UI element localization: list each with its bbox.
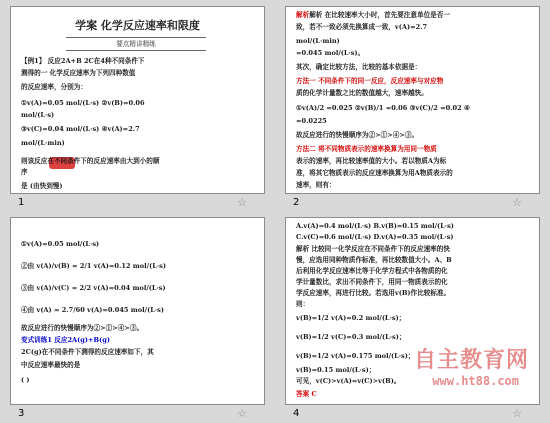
slide-4-line: 慢，应选用同种物质作标准，再比较数值大小。A、B	[296, 256, 452, 264]
site-url-watermark: www.ht88.com	[432, 374, 519, 388]
analysis-label: 解析	[296, 11, 310, 19]
slide-4-line: v(B)=1/2 v(A)=0.2 mol/(L·s)；	[296, 314, 406, 322]
slide-1-line: ③v(C)=0.04 mol/(L·s) ④v(A)=2.7	[21, 125, 140, 133]
slide-4-line: 则：	[296, 300, 310, 308]
slide-2-line: 方法二 将不同物质表示的速率换算为用同一物质	[296, 145, 437, 153]
slide-4-line: 后利用化学反应速率比等于化学方程式中各物质的化	[296, 267, 448, 275]
slide-4-line: 学反应速率，再进行比较。若选用v(B)作比较标准。	[296, 289, 451, 297]
star-icon[interactable]: ☆	[512, 196, 522, 209]
slide-2-line: 表示的速率，再比较速率值的大小。若以物质A为标	[296, 157, 447, 165]
slide-panel-2[interactable]	[275, 0, 550, 211]
slide-2-line: 其次，确定比较方法，比较的基本依据是：	[296, 63, 422, 71]
slide-4-line: 可见，v(C)>v(A)=v(C)>v(B)。	[296, 377, 401, 385]
answer-line: 答案 C	[296, 390, 317, 398]
slide-3-line: ②由 v(A)/v(B) = 2/1 v(A)=0.12 mol/(L·s)	[21, 262, 166, 270]
slide-number: 2	[293, 197, 300, 208]
slide-1-title: 学案 化学反应速率和限度	[75, 19, 200, 32]
slide-number: 1	[18, 197, 25, 208]
slide-2-line: 故反应进行的快慢顺序为②>①>④>③。	[296, 131, 419, 139]
slide-2-line: mol/(L·min)	[296, 37, 340, 45]
slide-3-line: 故反应进行的快慢顺序为②>①>④>③。	[21, 324, 144, 332]
slide-4-line: v(B)=0.15 mol/(L·s)；	[296, 366, 376, 374]
slide-1-line: 序	[21, 168, 28, 176]
slide-3-line: ①v(A)=0.05 mol/(L·s)	[21, 240, 100, 248]
slide-1-line: ①v(A)=0.05 mol/(L·s) ②v(B)=0.06	[21, 99, 145, 107]
slide-1-line: 测得的一 化学反应速率为下列四种数值	[21, 69, 136, 77]
slide-3-line: 2C(g)在不同条件下测得的反应速率如下，其	[21, 348, 154, 356]
star-icon[interactable]: ☆	[512, 407, 522, 420]
slide-1-line: mol/(L·min)	[21, 139, 65, 147]
slide-number: 4	[293, 408, 300, 419]
slide-3-canvas	[10, 217, 265, 405]
slide-2-line-text: 解析 在比较速率大小时，首先要注意单位是否一	[309, 11, 450, 19]
slide-2-line: =0.0225	[296, 117, 327, 125]
slide-4-canvas	[285, 217, 540, 405]
slide-panel-1[interactable]	[0, 0, 275, 211]
slide-2-line: 准，将其它物质表示的反应速率换算为用A物质表示的	[296, 169, 453, 177]
slide-panel-4[interactable]	[275, 211, 550, 422]
slide-2-line: 速率，则有：	[296, 181, 336, 189]
star-icon[interactable]: ☆	[237, 196, 247, 209]
slide-1-line: 的反应速率，分别为：	[21, 83, 87, 91]
slide-2-line: =0.045 mol/(L·s)。	[296, 49, 365, 57]
slide-4-line: v(B)=1/2 v(A)=0.175 mol/(L·s)；	[296, 352, 415, 360]
slide-1-line: 【例1】 反应2A+B 2C在4种不同条件下	[21, 57, 145, 65]
site-watermark: 自主教育网	[413, 348, 529, 373]
slide-2-line: 致，若不一致必须先换算成一致，v(A)=2.7	[296, 23, 428, 31]
slide-4-line: A.v(A)=0.4 mol/(L·s) B.v(B)=0.15 mol/(L·s)	[296, 222, 454, 230]
slide-4-line: v(B)=1/2 v(C)=0.3 mol/(L·s)；	[296, 333, 406, 341]
slide-3-line: ③由 v(A)/v(C) = 2/2 v(A)=0.04 mol/(L·s)	[21, 284, 166, 292]
slide-2-line: ①v(A)/2 =0.025 ②v(B)/1 =0.06 ③v(C)/2 =0.02 ④	[296, 104, 470, 112]
star-icon[interactable]: ☆	[237, 407, 247, 420]
slide-4-line: 学计量数比，求出不同条件下，用同一物质表示的化	[296, 278, 448, 286]
slide-2-line	[296, 11, 450, 20]
slide-4-line: 解析 比较同一化学反应在不同条件下的反应速率的快	[296, 245, 450, 253]
slide-3-line: ( )	[21, 376, 30, 384]
slide-1-line: mol/(L·s)	[21, 111, 55, 119]
slide-1-canvas	[10, 6, 265, 194]
slide-3-line: 变式训练1 反应2A(g)+B(g)	[21, 336, 110, 344]
slide-1-line: 则该反应在不同条件下的反应速率由大到小的顺	[21, 157, 160, 165]
slide-4-line: C.v(C)=0.6 mol/(L·s) D.v(A)=0.35 mol/(L·s)	[296, 233, 454, 241]
slide-1-subtitle: 要点精讲精练	[66, 37, 206, 51]
slide-3-line: 中反应速率最快的是	[21, 361, 81, 369]
slide-3-line: ④由 v(A) = 2.7/60 v(A)=0.045 mol/(L·s)	[21, 306, 164, 314]
slide-number: 3	[18, 408, 25, 419]
slide-2-line: 方法一 不同条件下的同一反应，反应速率与对应物	[296, 77, 444, 85]
slide-2-line: 质的化学计量数之比的数值越大，速率越快。	[296, 89, 428, 97]
slide-1-line: 是 (由快到慢)	[21, 182, 63, 190]
slide-panel-3[interactable]	[0, 211, 275, 422]
slide-2-canvas	[285, 6, 540, 194]
